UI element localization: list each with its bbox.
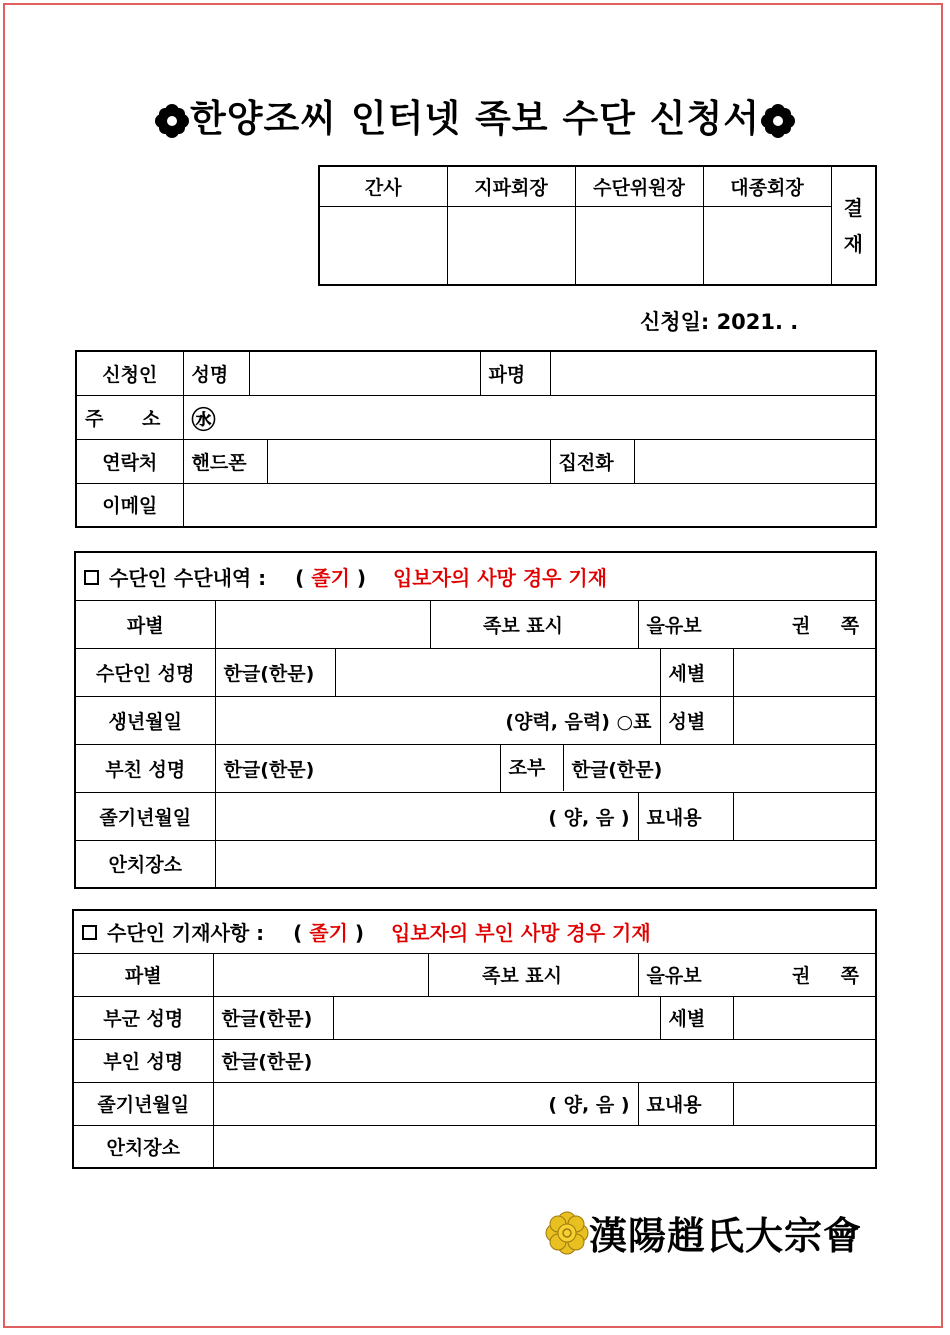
approval-header-gansa: 간사 bbox=[319, 166, 447, 206]
person-name-field[interactable] bbox=[335, 648, 660, 696]
generation-label: 세별 bbox=[660, 648, 733, 696]
contact-label: 연락처 bbox=[76, 439, 183, 483]
grave-field[interactable] bbox=[733, 1082, 876, 1125]
email-field[interactable] bbox=[183, 483, 876, 527]
page-label: 쪽 bbox=[840, 965, 860, 987]
page-label: 쪽 bbox=[840, 614, 860, 637]
email-label: 이메일 bbox=[76, 483, 183, 527]
mobile-field[interactable] bbox=[267, 439, 550, 483]
section2-title: 수단인 기재사항 : bbox=[107, 921, 265, 946]
emblem-icon bbox=[545, 1211, 589, 1255]
husband-name-label: 부군 성명 bbox=[73, 996, 213, 1039]
burial-field[interactable] bbox=[213, 1125, 876, 1168]
section1-table bbox=[74, 551, 877, 889]
wife-name-field[interactable]: 한글(한문) bbox=[213, 1039, 876, 1082]
postal-mark-icon: ㊌ bbox=[191, 405, 216, 434]
eulyubo-label: 을유보 bbox=[646, 614, 702, 637]
approval-header-jipa: 지파회장 bbox=[447, 166, 575, 206]
gender-field[interactable] bbox=[733, 696, 876, 744]
page-title bbox=[0, 88, 950, 142]
section2-note: 입보자의 부인 사망 경우 기재 bbox=[390, 921, 651, 946]
generation-field[interactable] bbox=[733, 648, 876, 696]
person-name-label: 수단인 성명 bbox=[75, 648, 215, 696]
father-field[interactable]: 한글(한문) bbox=[215, 744, 500, 792]
burial-label: 안치장소 bbox=[75, 840, 215, 888]
genealogy-mark-label: 족보 표시 bbox=[430, 600, 638, 648]
generation-field[interactable] bbox=[733, 996, 876, 1039]
home-phone-label: 집전화 bbox=[550, 439, 634, 483]
approval-table bbox=[318, 165, 877, 286]
mobile-label: 핸드폰 bbox=[183, 439, 267, 483]
section2-table bbox=[72, 909, 877, 1169]
application-date: 신청일: 2021. . bbox=[640, 310, 799, 334]
death-date-field[interactable]: ( 양, 음 ) bbox=[215, 792, 638, 840]
volume-label: 권 bbox=[791, 614, 811, 637]
keyword-jolgi: 졸기 bbox=[309, 921, 348, 946]
approval-header-sudan: 수단위원장 bbox=[575, 166, 703, 206]
applicant-table bbox=[75, 350, 877, 528]
genealogy-mark-label: 족보 표시 bbox=[428, 953, 638, 996]
volume-label: 권 bbox=[791, 965, 811, 987]
genealogy-ref-field[interactable] bbox=[638, 600, 876, 648]
death-date-field[interactable]: ( 양, 음 ) bbox=[213, 1082, 638, 1125]
section1-title: 수단인 수단내역 : bbox=[109, 565, 267, 590]
wife-name-label: 부인 성명 bbox=[73, 1039, 213, 1082]
name-label: 성명 bbox=[183, 351, 249, 395]
approval-side-label: 결 재 bbox=[831, 166, 876, 285]
flower-icon bbox=[154, 103, 190, 139]
birth-field[interactable]: (양력, 음력) ○표 bbox=[215, 696, 660, 744]
home-phone-field[interactable] bbox=[634, 439, 876, 483]
grave-label: 묘내용 bbox=[638, 1082, 733, 1125]
grave-field[interactable] bbox=[733, 792, 876, 840]
section1-heading bbox=[75, 552, 876, 600]
branch-label: 파별 bbox=[73, 953, 213, 996]
grandfather-field[interactable]: 한글(한문) bbox=[571, 758, 663, 781]
approval-sign-gansa[interactable] bbox=[319, 206, 447, 285]
paren-close: ) bbox=[354, 921, 364, 946]
birth-label: 생년월일 bbox=[75, 696, 215, 744]
generation-label: 세별 bbox=[660, 996, 733, 1039]
paren-open: ( bbox=[295, 565, 305, 590]
gender-label: 성별 bbox=[660, 696, 733, 744]
name-field[interactable] bbox=[249, 351, 480, 395]
branch-field[interactable] bbox=[215, 600, 430, 648]
approval-sign-daejong[interactable] bbox=[703, 206, 831, 285]
grandfather-label: 조부 bbox=[501, 745, 564, 791]
grandfather-row bbox=[500, 744, 876, 792]
hangul-hanja-label: 한글(한문) bbox=[213, 996, 333, 1039]
checkbox-icon bbox=[84, 570, 99, 585]
burial-label: 안치장소 bbox=[73, 1125, 213, 1168]
father-label: 부친 성명 bbox=[75, 744, 215, 792]
approval-header-daejong: 대종회장 bbox=[703, 166, 831, 206]
hangul-hanja-label: 한글(한문) bbox=[215, 648, 335, 696]
eulyubo-label: 을유보 bbox=[646, 965, 702, 987]
branch-name-field[interactable] bbox=[550, 351, 876, 395]
section2-heading bbox=[73, 910, 876, 953]
death-date-label: 졸기년월일 bbox=[75, 792, 215, 840]
paren-open: ( bbox=[293, 921, 303, 946]
burial-field[interactable] bbox=[215, 840, 876, 888]
branch-field[interactable] bbox=[213, 953, 428, 996]
genealogy-ref-field[interactable] bbox=[638, 953, 876, 996]
title-text: 한양조씨 인터넷 족보 수단 신청서 bbox=[190, 97, 760, 140]
death-date-label: 졸기년월일 bbox=[73, 1082, 213, 1125]
paren-close: ) bbox=[356, 565, 366, 590]
grave-label: 묘내용 bbox=[638, 792, 733, 840]
applicant-label: 신청인 bbox=[76, 351, 183, 395]
address-field[interactable] bbox=[183, 395, 876, 439]
keyword-jolgi: 졸기 bbox=[311, 565, 350, 590]
approval-sign-jipa[interactable] bbox=[447, 206, 575, 285]
branch-label: 파별 bbox=[75, 600, 215, 648]
address-label: 주 소 bbox=[76, 395, 183, 439]
checkbox-icon bbox=[82, 925, 97, 940]
husband-name-field[interactable] bbox=[333, 996, 660, 1039]
organization-logo bbox=[545, 1205, 862, 1260]
branch-name-label: 파명 bbox=[480, 351, 550, 395]
flower-icon bbox=[760, 103, 796, 139]
approval-sign-sudan[interactable] bbox=[575, 206, 703, 285]
organization-name: 漢陽趙氏大宗會 bbox=[589, 1213, 863, 1258]
section1-note: 입보자의 사망 경우 기재 bbox=[392, 565, 608, 590]
